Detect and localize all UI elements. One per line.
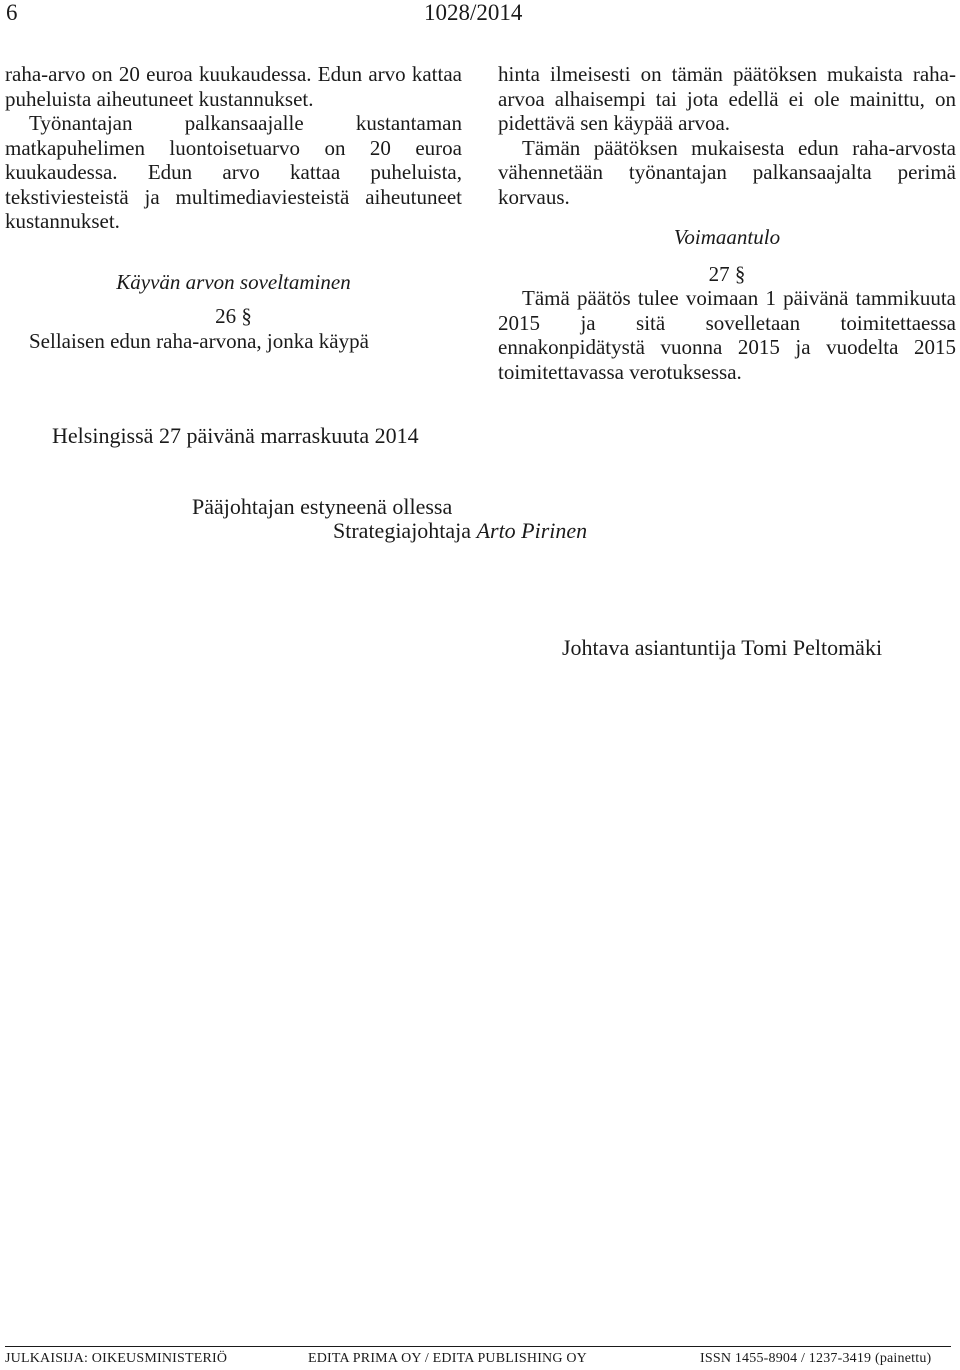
- footer-publisher: JULKAISIJA: OIKEUSMINISTERIÖ: [5, 1351, 228, 1366]
- signer-2: Johtava asiantuntija Tomi Peltomäki: [562, 635, 883, 660]
- footer-issn: ISSN 1455-8904 / 1237-3419 (painettu): [700, 1351, 932, 1366]
- page-number: 6: [6, 0, 18, 25]
- footer-divider: [5, 1346, 951, 1347]
- section-number-26: 26 §: [215, 304, 252, 328]
- section-26-text: Sellaisen edun raha-arvona, jonka käypä: [29, 328, 369, 353]
- left-column: [5, 62, 462, 353]
- section-heading-voimaantulo: Voimaantulo: [673, 225, 781, 249]
- signer-1-title: Strategiajohtaja: [333, 518, 477, 543]
- signer-1-role: Pääjohtajan estyneenä ollessa: [192, 494, 453, 519]
- footer-printer: EDITA PRIMA OY / EDITA PUBLISHING OY: [308, 1351, 587, 1366]
- right-column: [498, 62, 956, 384]
- document-number: 1028/2014: [424, 0, 523, 25]
- right-paragraph-1: hinta ilmeisesti on tämän päätöksen mukaista raha-arvoa alhaisempi tai jota edellä ei ole mainittu, on pidettävä sen käypää arvoa.: [498, 62, 956, 135]
- left-paragraph-1: raha-arvo on 20 euroa kuukaudessa. Edun arvo kattaa puheluista aiheutuneet kustannukset.: [5, 62, 462, 111]
- signer-1-name: Arto Pirinen: [476, 518, 588, 543]
- left-paragraph-2: Työnantajan palkansaajalle kustantaman matkapuhelimen luontoisetuarvo on 20 euroa kuukaudessa. Edun arvo kattaa puheluista, tekstiviesteistä ja multimediaviesteistä aiheutuneet kustannukset.: [5, 111, 462, 233]
- section-number-27: 27 §: [708, 261, 746, 286]
- section-27-text: Tämä päätös tulee voimaan 1 päivänä tammikuuta 2015 ja sitä sovelletaan toimitettaessa ennakonpidätystä vuonna 2015 ja vuodelta 2015 toimitettavassa verotuksessa.: [498, 286, 956, 384]
- section-heading-kayvan-arvon: Käyvän arvon soveltaminen: [116, 269, 351, 294]
- right-paragraph-2: Tämän päätöksen mukaisesta edun raha-arvosta vähennetään työnantajan palkansaajalta perimä korvaus.: [498, 135, 956, 209]
- signer-1: [333, 518, 587, 544]
- place-and-date: Helsingissä 27 päivänä marraskuuta 2014: [52, 423, 419, 448]
